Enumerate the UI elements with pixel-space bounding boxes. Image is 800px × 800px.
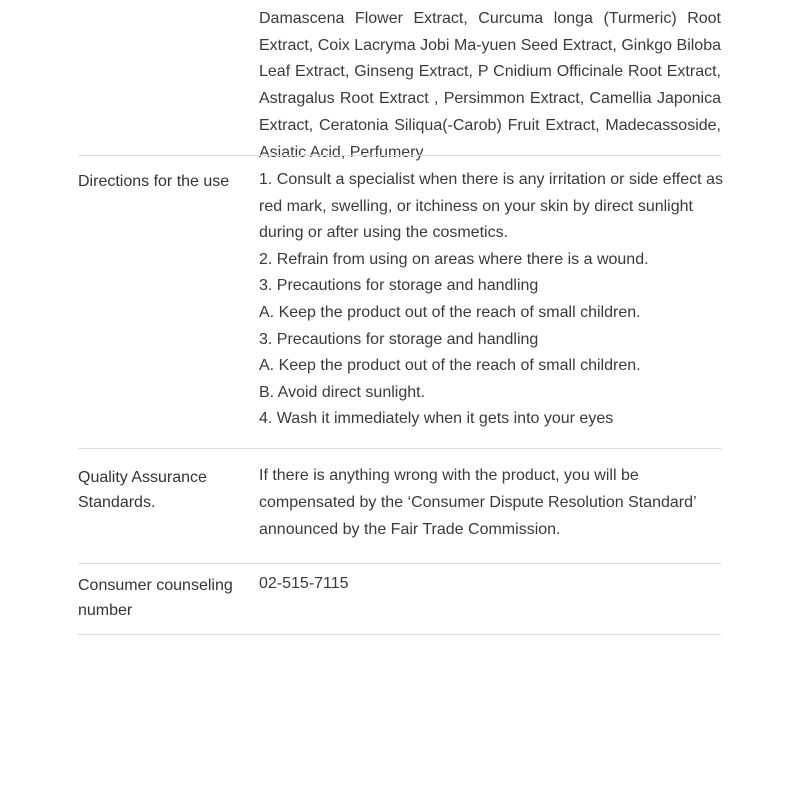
directions-item: A. Keep the product out of the reach of small children. [259, 357, 641, 375]
section-divider [78, 448, 721, 449]
ingredients-text: Damascena Flower Extract, Curcuma longa (Turmeric) Root Extract, Coix Lacryma Jobi Ma-yuen Seed Extract, Ginkgo Biloba Leaf Extract, Ginseng Extract, P Cnidium Officinale Root Extract, Astragalus Root Extract , Persimmon Extract, Camellia Japonica Extract, Ceratonia Siliqua(-Carob) Fruit Extract, Madecassoside, Asiatic Acid, Perfumery [259, 9, 721, 161]
directions-item: A. Keep the product out of the reach of small children. [259, 303, 641, 321]
directions-item: B. Avoid direct sunlight. [259, 383, 426, 401]
section-divider [78, 563, 721, 564]
directions-item: 3. Precautions for storage and handling [259, 330, 539, 348]
directions-item: 3. Precautions for storage and handling [259, 277, 539, 295]
consumer-phone: 02-515-7115 [259, 575, 349, 592]
section-divider [78, 155, 721, 156]
consumer-label: Consumer counseling number [78, 577, 233, 619]
quality-text: If there is anything wrong with the product, you will be compensated by the ‘Consumer Dispute Resolution Standard’ announced by the Fair Trade Commission. [259, 467, 696, 538]
directions-item: 1. Consult a specialist when there is any irritation or side effect as red mark, swelling, or itchiness on your skin by direct sunlight during or after using the cosmetics. [259, 171, 723, 242]
directions-item: 2. Refrain from using on areas where there is a wound. [259, 250, 649, 268]
quality-label: Quality Assurance Standards. [78, 469, 207, 511]
directions-item: 4. Wash it immediately when it gets into your eyes [259, 410, 614, 428]
directions-list [259, 167, 739, 433]
section-divider [78, 634, 721, 635]
directions-label: Directions for the use [78, 173, 230, 190]
